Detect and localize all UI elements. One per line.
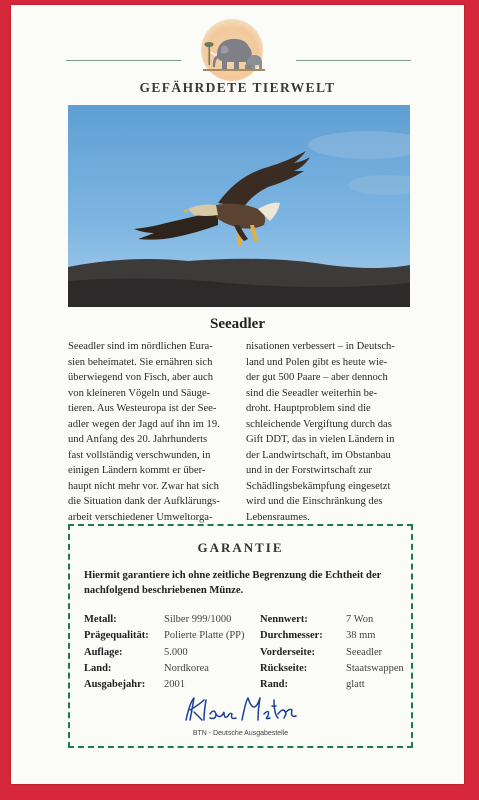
article-line: schleichende Vergiftung durch das <box>246 418 392 430</box>
guarantee-statement <box>84 568 400 598</box>
spec-value: 5.000 <box>164 646 188 658</box>
spec-row <box>84 612 404 628</box>
spec-value: Seeadler <box>346 646 383 658</box>
statement-line: nachfolgend beschriebenen Münze. <box>84 585 244 596</box>
spec-row <box>84 645 404 661</box>
spec-row <box>84 661 404 677</box>
article-line: Seeadler sind im nördlichen Eura- <box>68 341 213 352</box>
spec-row <box>84 628 404 644</box>
header-rule-right <box>296 60 411 61</box>
article-line: land und Polen gibt es heute wie- <box>246 356 388 368</box>
certificate-card <box>11 5 464 784</box>
spec-value: 2001 <box>164 679 185 691</box>
article-line: fast vollständig verschwunden, in <box>68 449 211 461</box>
article-line: von kleineren Vögeln und Säuge- <box>68 387 211 399</box>
spec-label: Vorderseite: <box>260 646 316 658</box>
article-line: und Anfang des 20. Jahrhunderts <box>68 434 208 445</box>
spec-label: Metall: <box>84 614 117 625</box>
article-line: überwiegend von Fisch, aber auch <box>68 372 214 383</box>
article-line: der Landwirtschaft, im Obstanbau <box>246 449 391 461</box>
article-line: einigen Ländern kommt er über- <box>68 465 206 476</box>
spec-value: Silber 999/1000 <box>164 614 232 625</box>
article-line: Lebensraumes. <box>246 511 310 523</box>
statement-line: Hiermit garantiere ich ohne zeitliche Begrenzung die Echtheit der <box>84 570 382 581</box>
spec-value: 38 mm <box>346 630 376 642</box>
coin-spec-table <box>84 612 404 693</box>
spec-value: Nordkorea <box>164 662 209 674</box>
spec-label: Prägequalität: <box>84 630 149 642</box>
article-line: Gift DDT, das in vielen Ländern in <box>246 434 395 445</box>
spec-label: Nennwert: <box>260 614 308 625</box>
article-column-left <box>68 339 232 525</box>
article-line: sien beheimatet. Sie ernähren sich <box>68 356 213 368</box>
spec-label: Land: <box>84 662 112 674</box>
spec-value: Staatswappen <box>346 662 404 674</box>
spec-label: Durchmesser: <box>260 630 323 642</box>
article-line: haupt nicht mehr vor. Zwar hat sich <box>68 480 219 492</box>
spec-label: Rand: <box>260 679 289 691</box>
article-line: die Situation dank der Aufklärungs- <box>68 496 220 507</box>
article-line: tieren. Aus Westeuropa ist der See- <box>68 403 217 414</box>
spec-row <box>84 677 404 693</box>
article-heading: Seeadler <box>210 316 265 332</box>
article-line: und in der Forstwirtschaft zur <box>246 465 372 476</box>
spec-value: Polierte Platte (PP) <box>164 630 245 642</box>
brand-header <box>11 15 464 95</box>
article-line: droht. Hauptproblem sind die <box>246 403 371 414</box>
brand-title: GEFÄHRDETE TIERWELT <box>139 80 336 95</box>
spec-label: Auflage: <box>84 646 123 658</box>
spec-value: 7 Won <box>346 614 374 625</box>
article-line: wird und die Einschränkung des <box>246 496 383 507</box>
article-line: Schädlingsbekämpfung eingesetzt <box>246 480 391 492</box>
article-line: sind die Seeadler weiterhin be- <box>246 387 378 399</box>
article-line: nisationen verbessert – in Deutsch- <box>246 341 395 352</box>
eagle-photo <box>68 105 410 307</box>
spec-value: glatt <box>346 679 365 691</box>
signature <box>180 694 300 726</box>
article-line: adler wegen der Jagd auf ihn im 19. <box>68 418 220 430</box>
spec-label: Rückseite: <box>260 662 308 674</box>
spec-label: Ausgabejahr: <box>84 679 146 691</box>
article-line: der gut 500 Paare – aber dennoch <box>246 372 388 383</box>
article-column-right <box>246 339 410 525</box>
guarantee-heading: GARANTIE <box>197 540 284 555</box>
header-rule-left <box>66 60 181 61</box>
issuer-label: BTN - Deutsche Ausgabestelle <box>192 730 289 737</box>
guarantee-box <box>68 524 413 748</box>
article-line: arbeit verschiedener Umweltorga- <box>68 511 213 523</box>
elephants-icon <box>199 25 269 77</box>
